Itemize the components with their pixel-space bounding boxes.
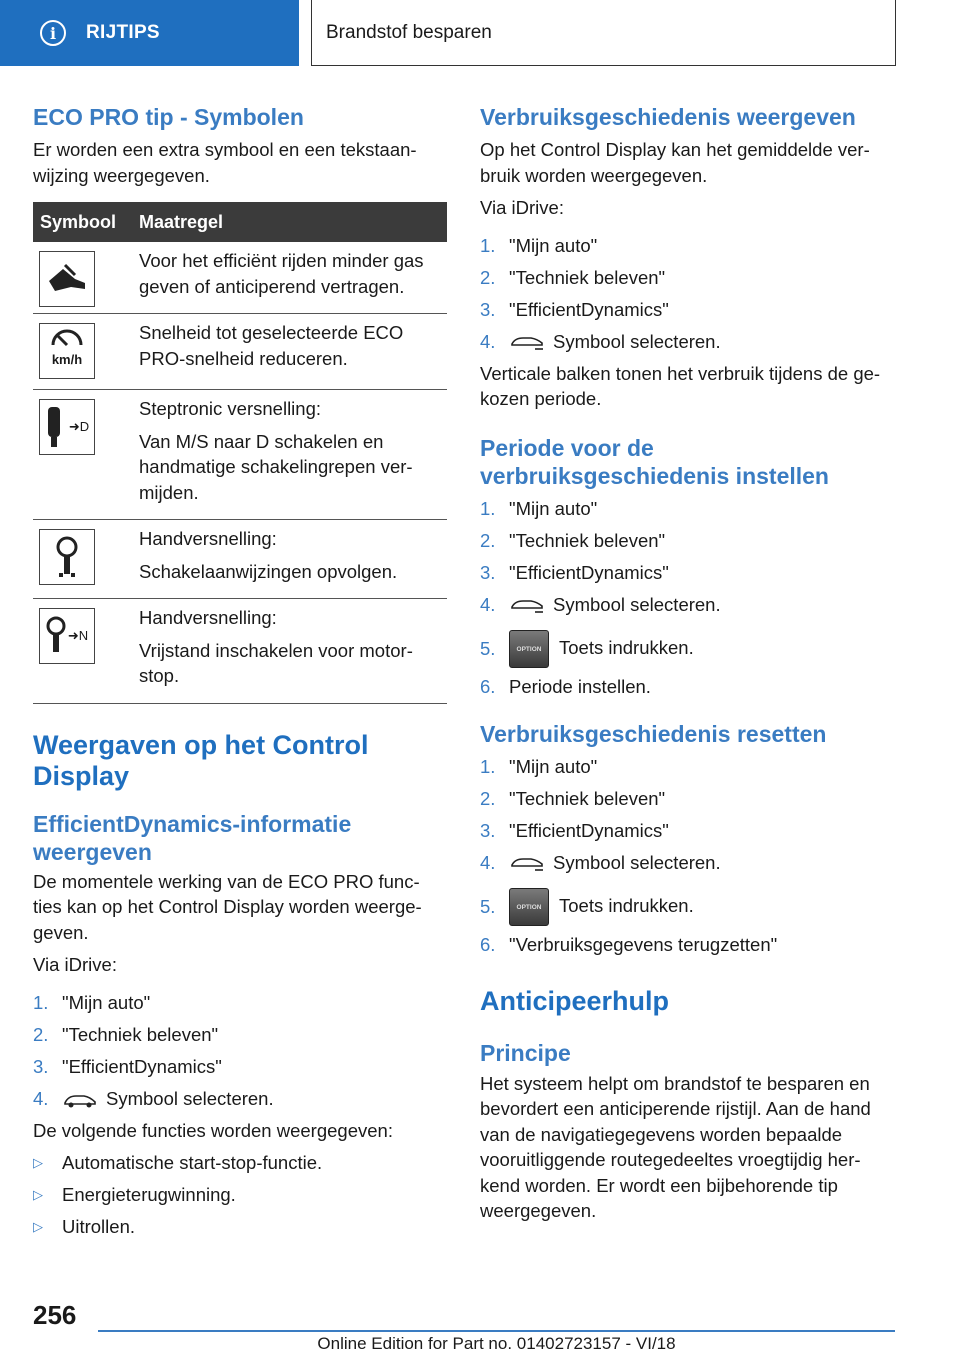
right-column (480, 100, 898, 1224)
principle-heading: Principe (480, 1039, 571, 1066)
period-heading: Periode voor de verbruiksgeschiedenis instellen (480, 434, 829, 489)
row-text: Vrijstand inschakelen voor motor-stop. (139, 639, 413, 686)
list-item[interactable]: 1. "Mijn auto" (480, 234, 598, 256)
list-item[interactable]: 5. OPTION Toets indrukken. (480, 882, 898, 932)
row-text: Handversnelling: (139, 607, 277, 628)
history-steps (480, 233, 898, 361)
table-header-action: Maatregel (130, 202, 447, 242)
functions-list (33, 1150, 447, 1246)
row-text: Van M/S naar D schakelen en handmatige schakelingrepen ver-mijden. (139, 430, 413, 503)
row-text: Steptronic versnelling: (139, 398, 322, 419)
list-item[interactable]: 3. "EfficientDynamics" (33, 1055, 222, 1077)
eco-car-icon (509, 334, 545, 352)
section-label: RIJTIPS (86, 22, 160, 43)
history-heading: Verbruiksgeschiedenis weergeven (480, 104, 856, 130)
via-idrive: Via iDrive: (33, 954, 117, 975)
gear-d-label: D (79, 419, 90, 435)
eco-tip-intro: Er worden een extra symbool en een tekstaan-wijzing weergegeven. (33, 139, 417, 186)
list-item[interactable]: 4. Symbool selecteren. (480, 330, 721, 352)
eco-car-icon (62, 1091, 98, 1109)
list-item[interactable]: 1. "Mijn auto" (480, 755, 598, 777)
info-icon: i (40, 20, 66, 46)
row-text: Handversnelling: (139, 528, 277, 549)
list-item[interactable]: 2. "Techniek beleven" (480, 266, 666, 288)
eco-car-icon (509, 855, 545, 873)
via-idrive: Via iDrive: (480, 197, 564, 218)
eco-car-icon (509, 597, 545, 615)
chapter-title: Brandstof besparen (326, 21, 492, 43)
list-item: ▷ Automatische start-stop-functie. (33, 1152, 323, 1173)
gear-n-label: N (78, 628, 89, 644)
period-steps (480, 496, 898, 706)
list-item[interactable]: 1. "Mijn auto" (33, 991, 151, 1013)
left-column (33, 100, 447, 1246)
symbol-table (33, 202, 447, 704)
list-item[interactable]: 3. "EfficientDynamics" (480, 819, 669, 841)
speedometer-kmh-icon (39, 323, 95, 379)
list-item[interactable]: 4. Symbool selecteren. (33, 1087, 274, 1109)
row-text: Voor het efficiënt rijden minder gas geven of anticiperend vertragen. (139, 250, 424, 297)
efficientdynamics-heading: EfficientDynamics-informatie weergeven (33, 810, 352, 865)
display-heading: Weergaven op het Control Display (33, 729, 369, 791)
list-item[interactable]: 2. "Techniek beleven" (480, 787, 666, 809)
list-item: ▷ Energieterugwinning. (33, 1184, 236, 1205)
history-intro: Op het Control Display kan het gemiddelde ver-bruik worden weergegeven. (480, 139, 870, 186)
list-item[interactable]: 1. "Mijn auto" (480, 497, 598, 519)
section-tab[interactable] (0, 0, 299, 66)
efficientdynamics-intro: De momentele werking van de ECO PRO func-ties kan op het Control Display worden weerge-geven. (33, 870, 422, 943)
page-header (0, 0, 960, 66)
list-item: ▷ Uitrollen. (33, 1216, 135, 1237)
list-item[interactable]: 5. OPTION Toets indrukken. (480, 624, 898, 674)
table-header-symbol: Symbool (33, 202, 130, 242)
chapter-title-box (311, 0, 896, 66)
table-row (33, 520, 447, 599)
list-item[interactable]: 6. "Verbruiksgegevens terugzetten" (480, 933, 778, 955)
gear-lever-n-icon: ➜ N (39, 608, 95, 664)
eco-tip-heading: ECO PRO tip - Symbolen (33, 104, 304, 130)
list-item[interactable]: 2. "Techniek beleven" (33, 1023, 219, 1045)
history-note: Verticale balken tonen het verbruik tijdens de ge-kozen periode. (480, 362, 881, 409)
reset-heading: Verbruiksgeschiedenis resetten (480, 720, 827, 747)
functions-intro: De volgende functies worden weergegeven: (33, 1119, 393, 1141)
table-row (33, 314, 447, 390)
page-number: 256 (33, 1300, 77, 1330)
option-button[interactable]: OPTION (509, 888, 549, 926)
table-row (33, 390, 447, 520)
edition-label: Online Edition for Part no. 01402723157 - VI/18 (317, 1334, 676, 1353)
gear-lever-d-icon: ➜ D (39, 399, 95, 455)
reset-steps (480, 754, 898, 964)
option-button[interactable]: OPTION (509, 630, 549, 668)
row-text: Schakelaanwijzingen opvolgen. (139, 560, 398, 582)
footer-divider (98, 1330, 895, 1332)
principle-text: Het systeem helpt om brandstof te besparen en bevordert een anticiperende rijstijl. Aan de hand van de navigatiegegevens worden bepaalde vooruitliggende routegedeeltes vroegtijdig her-kend worden. Er wordt een bijbehorende tip weergegeven. (480, 1072, 871, 1221)
list-item[interactable]: 4. Symbool selecteren. (480, 851, 721, 873)
list-item[interactable]: 4. Symbool selecteren. (480, 593, 721, 615)
kmh-label: km/h (51, 352, 83, 368)
list-item[interactable]: 2. "Techniek beleven" (480, 529, 666, 551)
row-text: Snelheid tot geselecteerde ECO PRO-snelheid reduceren. (139, 322, 404, 369)
gear-lever-icon (39, 529, 95, 585)
list-item[interactable]: 3. "EfficientDynamics" (480, 561, 669, 583)
table-row (33, 242, 447, 314)
table-row (33, 599, 447, 704)
list-item[interactable]: 6. Periode instellen. (480, 675, 651, 697)
list-item[interactable]: 3. "EfficientDynamics" (480, 298, 669, 320)
assist-heading: Anticipeerhulp (480, 985, 670, 1016)
ed-steps (33, 990, 447, 1118)
foot-pedal-icon (39, 251, 95, 307)
